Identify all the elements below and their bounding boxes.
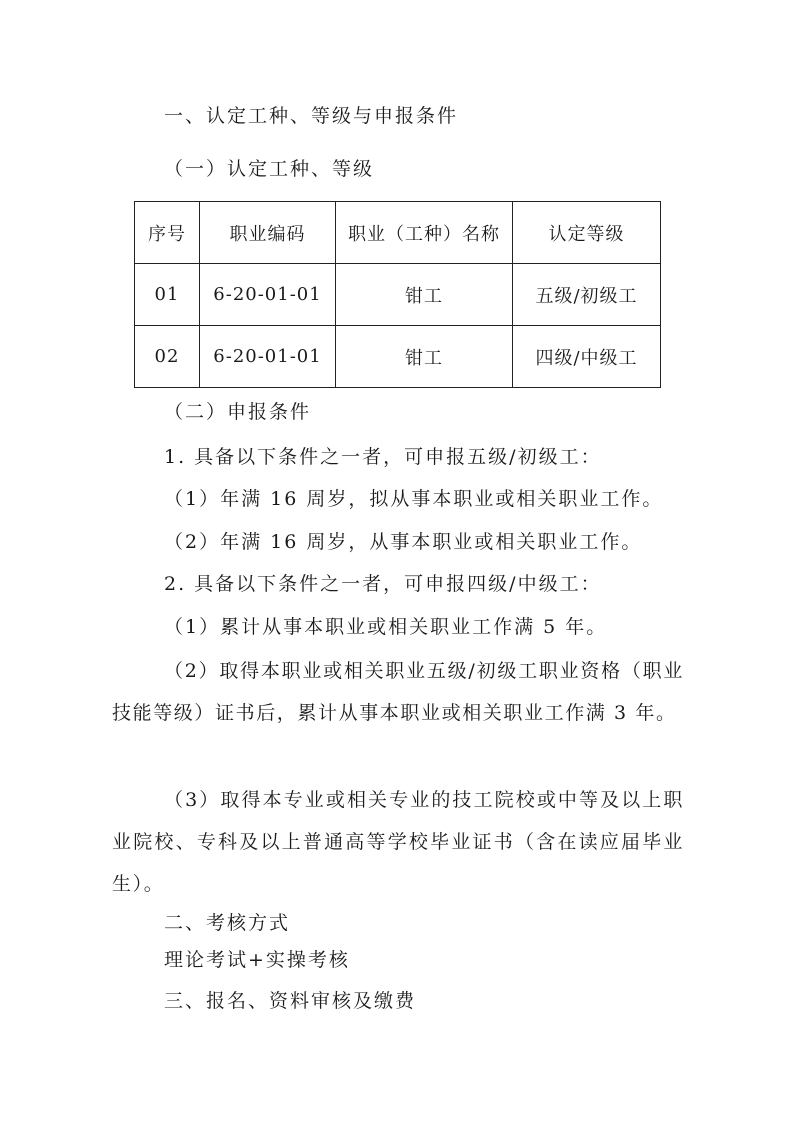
table-cell: 四级/中级工 [513, 326, 661, 388]
table-cell: 01 [135, 264, 200, 326]
section-heading-3: 三、报名、资料审核及缴费 [164, 990, 417, 1012]
section-heading-2: 二、考核方式 [164, 912, 291, 934]
condition-group-title: 1. 具备以下条件之一者，可申报五级/初级工： [164, 446, 602, 468]
table-cell: 02 [135, 326, 200, 388]
table-cell: 6-20-01-01 [200, 264, 336, 326]
table-header-cell: 序号 [135, 202, 200, 264]
subsection-heading-certification: （一）认定工种、等级 [164, 158, 375, 180]
table-row [135, 326, 661, 388]
condition-item: （1）累计从事本职业或相关职业工作满 5 年。 [164, 616, 608, 638]
condition-item: （1）年满 16 周岁，拟从事本职业或相关职业工作。 [164, 488, 664, 510]
table-cell: 钳工 [336, 326, 513, 388]
assessment-method: 理论考试+实操考核 [164, 949, 350, 971]
table-cell: 五级/初级工 [513, 264, 661, 326]
condition-group-title: 2. 具备以下条件之一者，可申报四级/中级工： [164, 573, 602, 595]
condition-item: （3）取得本专业或相关专业的技工院校或中等及以上职业院校、专科及以上普通高等学校毕业证书（含在读应届毕业生）。 [112, 789, 684, 895]
table-row [135, 264, 661, 326]
table-header-row [135, 202, 661, 264]
table-cell: 钳工 [336, 264, 513, 326]
subsection-heading-requirements: （二）申报条件 [164, 401, 312, 423]
table-cell: 6-20-01-01 [200, 326, 336, 388]
table-header-cell: 职业（工种）名称 [336, 202, 513, 264]
table-header-cell: 认定等级 [513, 202, 661, 264]
condition-item: （2）取得本职业或相关职业五级/初级工职业资格（职业技能等级）证书后，累计从事本职业或相关职业工作满 3 年。 [112, 660, 684, 724]
table-header-cell: 职业编码 [200, 202, 336, 264]
certification-table [134, 201, 661, 388]
condition-item: （2）年满 16 周岁，从事本职业或相关职业工作。 [164, 531, 643, 553]
section-heading-1: 一、认定工种、等级与申报条件 [164, 105, 459, 127]
